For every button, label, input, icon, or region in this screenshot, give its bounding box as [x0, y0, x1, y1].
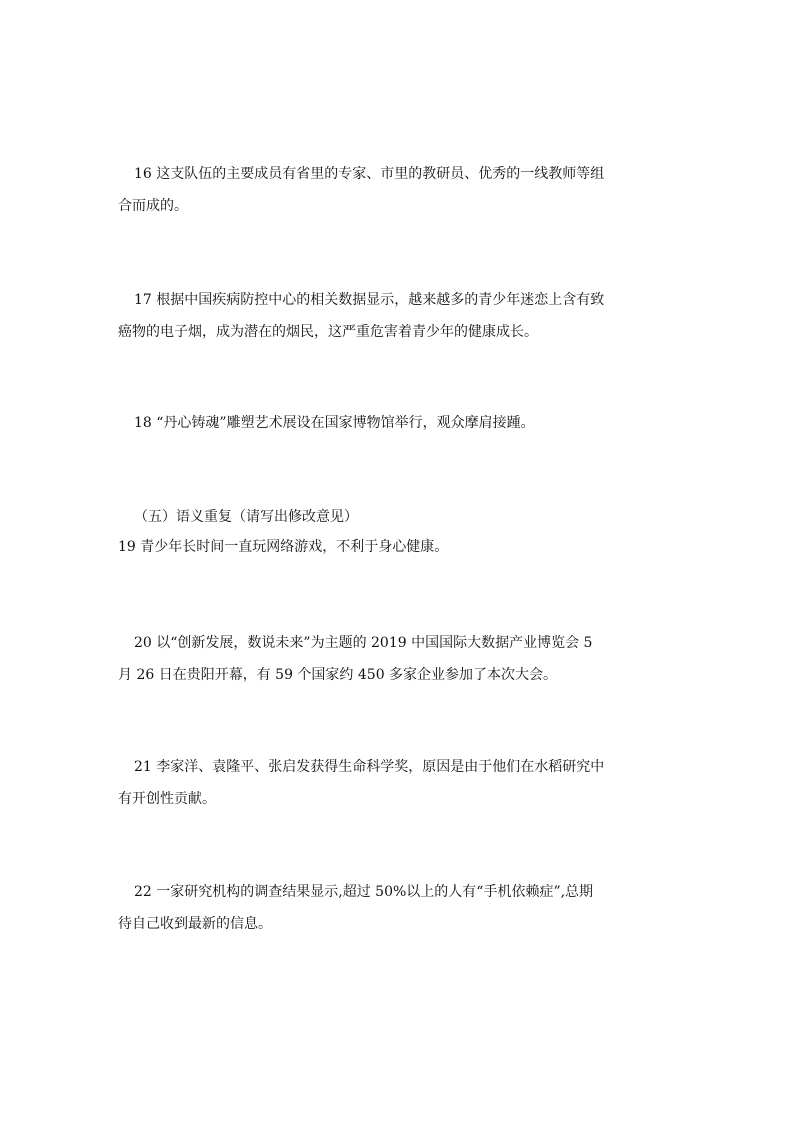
question-21-line-1: 21 李家洋、袁隆平、张启发获得生命科学奖，原因是由于他们在水稻研究中	[134, 759, 605, 775]
question-18	[118, 407, 680, 439]
section-heading-text: （五）语义重复（请写出修改意见）	[134, 509, 358, 525]
question-16-line-1: 16 这支队伍的主要成员有省里的专家、市里的教研员、优秀的一线教师等组	[134, 166, 605, 182]
question-16	[118, 158, 680, 222]
question-20-line-2: 月 26 日在贵阳开幕，有 59 个国家约 450 多家企业参加了本次大会。	[118, 667, 558, 683]
question-17-line-1: 17 根据中国疾病防控中心的相关数据显示，越来越多的青少年迷恋上含有致	[134, 292, 605, 308]
question-22-line-1: 22 一家研究机构的调查结果显示,超过 50%以上的人有“手机依赖症”,总期	[134, 884, 594, 900]
question-22-line-2: 待自己收到最新的信息。	[118, 916, 272, 932]
question-21-line-2: 有开创性贡献。	[118, 791, 216, 807]
question-19	[118, 531, 680, 563]
question-19-line-1: 19 青少年长时间一直玩网络游戏，不利于身心健康。	[118, 539, 449, 555]
section-heading-semantic-repetition	[118, 501, 680, 533]
question-21	[118, 751, 680, 815]
question-18-line-1: 18 “丹心铸魂”雕塑艺术展设在国家博物馆举行，观众摩肩接踵。	[134, 415, 535, 431]
question-22	[118, 876, 680, 940]
question-16-line-2: 合而成的。	[118, 198, 188, 214]
question-17-line-2: 癌物的电子烟，成为潜在的烟民，这严重危害着青少年的健康成长。	[118, 324, 538, 340]
question-20-line-1: 20 以“创新发展，数说未来”为主题的 2019 中国国际大数据产业博览会 5	[134, 635, 593, 651]
question-17	[118, 284, 680, 348]
question-20	[118, 627, 680, 691]
